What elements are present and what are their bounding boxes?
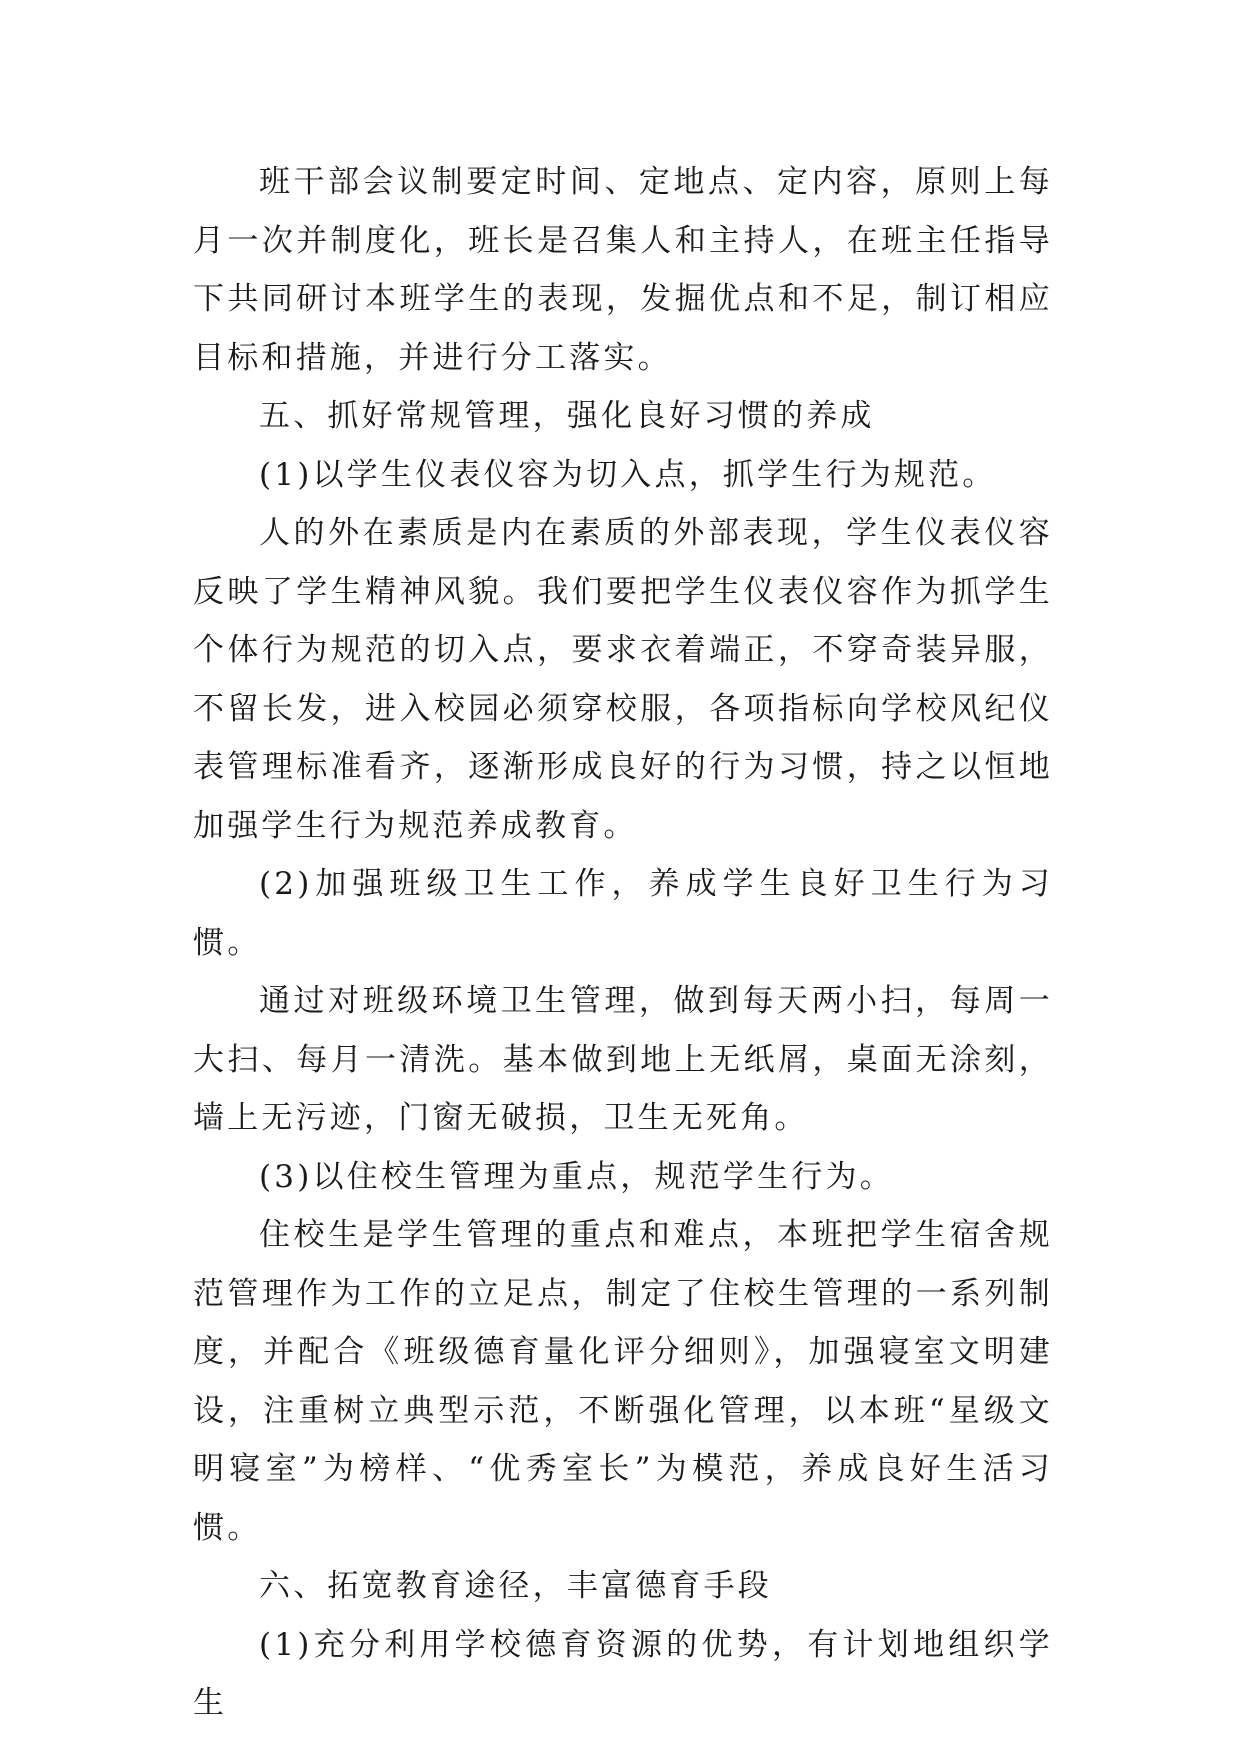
subheading-hygiene: (2)加强班级卫生工作，养成学生良好卫生行为习惯。: [193, 866, 1053, 961]
heading-section-five: 五、抓好常规管理，强化良好习惯的养成: [259, 398, 875, 434]
paragraph-class-meeting: 班干部会议制要定时间、定地点、定内容，原则上每月一次并制度化，班长是召集人和主持人，在班主任指导下共同研讨本班学生的表现，发掘优点和不足，制订相应目标和措施，并进行分工落实。: [193, 164, 1053, 376]
paragraph-boarding: 住校生是学生管理的重点和难点，本班把学生宿舍规范管理作为工作的立足点，制定了住校生管理的一系列制度，并配合《班级德育量化评分细则》，加强寝室文明建设，注重树立典型示范，不断强化管理，以本班“星级文明寝室”为榜样、“优秀室长”为模范，养成良好生活习惯。: [193, 1217, 1053, 1546]
subheading-boarding: (3)以住校生管理为重点，规范学生行为。: [259, 1158, 894, 1195]
subheading-appearance: (1)以学生仪表仪容为切入点，抓学生行为规范。: [259, 456, 997, 493]
document-body: [193, 153, 1053, 1733]
paragraph-hygiene: 通过对班级环境卫生管理，做到每天两小扫，每周一大扫、每月一清洗。基本做到地上无纸屑，桌面无涂刻，墙上无污迹，门窗无破损，卫生无死角。: [193, 983, 1053, 1136]
paragraph-appearance: 人的外在素质是内在素质的外部表现，学生仪表仪容反映了学生精神风貌。我们要把学生仪表仪容作为抓学生个体行为规范的切入点，要求衣着端正，不穿奇装异服，不留长发，进入校园必须穿校服，各项指标向学校风纪仪表管理标准看齐，逐渐形成良好的行为习惯，持之以恒地加强学生行为规范养成教育。: [193, 515, 1053, 844]
subheading-resources: (1)充分利用学校德育资源的优势，有计划地组织学生: [193, 1626, 1053, 1721]
heading-section-six: 六、拓宽教育途径，丰富德育手段: [259, 1568, 772, 1604]
